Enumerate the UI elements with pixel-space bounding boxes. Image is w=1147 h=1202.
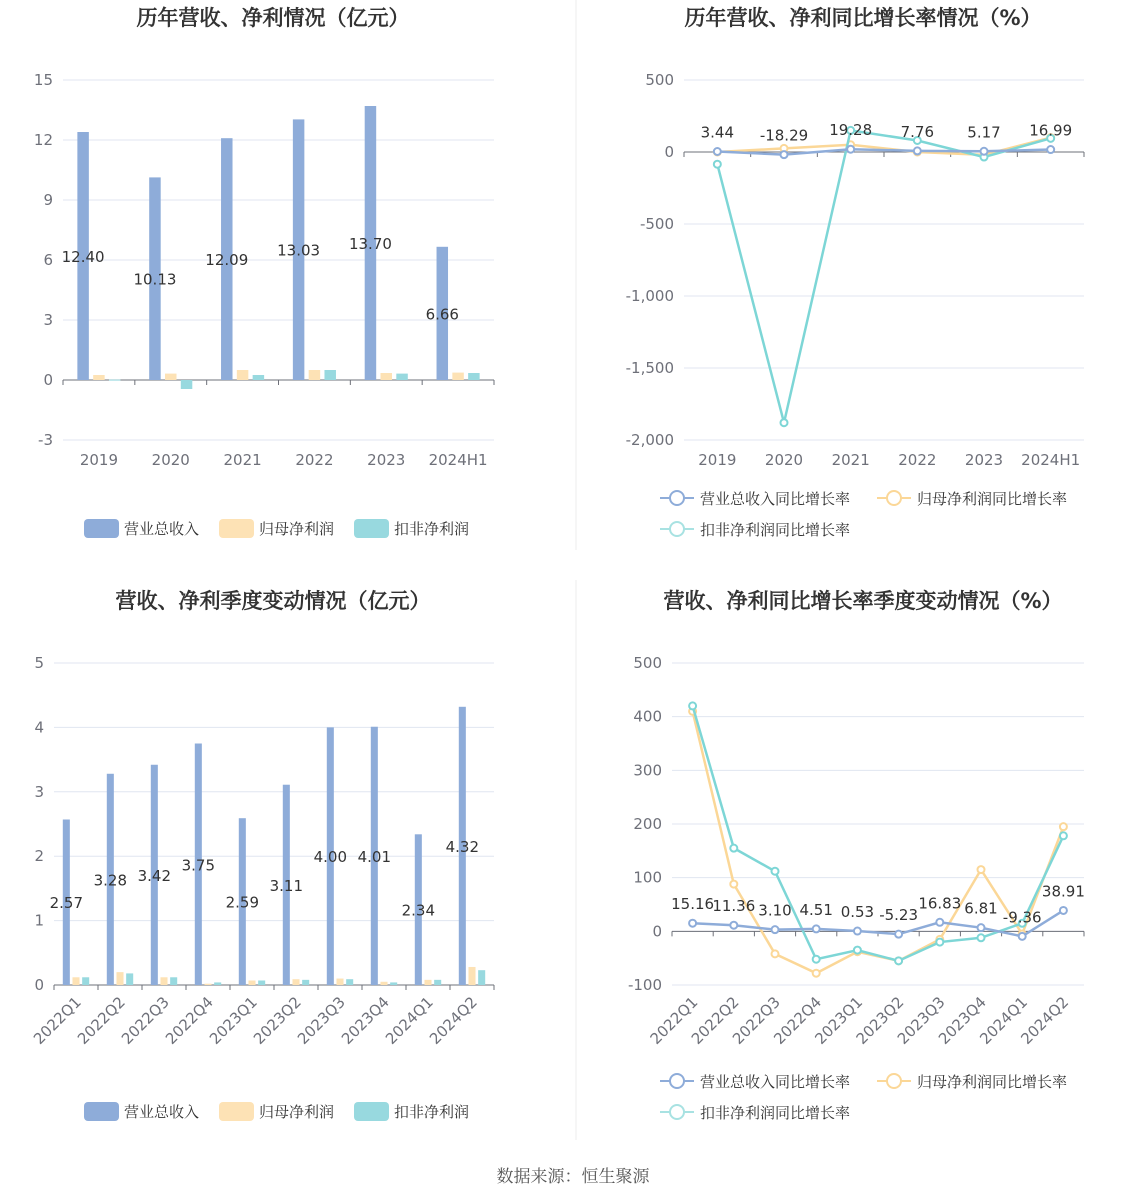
line-revenue-growth-point[interactable] [978,924,985,931]
legend-swatch-net-profit[interactable] [219,519,254,538]
x-tick-label: 2022Q1 [30,993,85,1048]
bar-value-label: 3.28 [93,871,128,890]
y-tick-label: -3 [38,431,53,449]
bar-deducted-profit[interactable] [181,380,192,389]
legend-swatch-revenue[interactable] [84,1102,119,1121]
line-revenue-growth-point[interactable] [730,922,737,929]
legend-swatch-deducted-profit[interactable] [354,1102,389,1121]
y-tick-label: 0 [664,143,674,161]
y-tick-label: -1,000 [625,287,674,305]
x-tick-label: 2020 [764,451,804,469]
bar-deducted-profit[interactable] [170,977,177,985]
x-tick-label: 2022Q2 [687,993,743,1048]
line-deducted-growth-point[interactable] [895,957,902,964]
legend-marker-net-growth[interactable] [887,491,901,505]
y-tick-label: 3 [43,311,53,329]
y-tick-label: 500 [645,71,674,89]
y-tick-label: -500 [639,215,674,233]
x-tick-label: 2023Q3 [294,993,349,1048]
chart-annual-revenue-profit [34,6,494,538]
point-value-label: -5.23 [879,906,919,925]
line-revenue-growth-point[interactable] [813,925,820,932]
bar-value-label: 4.00 [313,848,348,867]
line-deducted-growth[interactable] [717,130,1050,422]
point-value-label: 6.81 [964,899,998,918]
bar-value-label: 13.03 [277,241,321,260]
bar-net-profit[interactable] [116,972,123,985]
bar-deducted-profit[interactable] [258,980,265,985]
x-tick-label: 2023Q4 [338,993,393,1048]
chart-title: 历年营收、净利同比增长率情况（%） [684,6,1042,30]
x-tick-label: 2023Q2 [852,993,908,1048]
x-tick-label: 2019 [79,451,119,469]
chart-title: 营收、净利同比增长率季度变动情况（%） [663,589,1063,613]
legend-marker-deducted-growth[interactable] [670,522,684,536]
x-tick-label: 2021 [831,451,870,469]
point-value-label: 5.17 [967,123,1001,142]
line-net-growth-point[interactable] [730,881,737,888]
line-deducted-growth-point[interactable] [689,702,696,709]
point-value-label: 15.16 [671,895,715,914]
legend-label-net-profit[interactable]: 归母净利润 [259,520,335,538]
y-tick-label: 1 [34,911,44,930]
y-tick-label: 0 [34,976,44,994]
line-revenue-growth-point[interactable] [781,151,788,158]
legend-marker-revenue-growth[interactable] [670,1074,684,1088]
bar-deducted-profit[interactable] [126,973,133,985]
bar-net-profit[interactable] [93,375,104,380]
bar-value-label: 2.34 [401,901,436,920]
y-tick-label: 4 [34,718,44,737]
y-tick-label: 300 [633,761,662,780]
line-deducted-growth-point[interactable] [714,161,721,168]
bar-net-profit[interactable] [160,977,167,985]
point-value-label: 11.36 [712,897,756,916]
chart-title: 营收、净利季度变动情况（亿元） [115,589,431,613]
legend-label-net-growth[interactable]: 归母净利润同比增长率 [917,490,1068,508]
point-value-label: 7.76 [900,122,935,141]
x-tick-label: 2023Q1 [811,993,867,1048]
y-tick-label: 9 [43,191,53,209]
line-revenue-growth-point[interactable] [847,146,854,153]
bar-net-profit[interactable] [452,373,463,380]
line-deducted-growth-point[interactable] [978,934,985,941]
chart-title: 历年营收、净利情况（亿元） [136,6,410,30]
x-tick-label: 2022Q3 [729,993,784,1048]
legend-label-revenue[interactable]: 营业总收入 [124,520,200,538]
bar-value-label: 3.42 [137,866,172,885]
line-revenue-growth-point[interactable] [854,928,861,935]
chart-annual-growth-rate [626,6,1084,539]
y-tick-label: 500 [633,654,662,672]
bar-net-profit[interactable] [248,980,255,985]
bar-net-profit[interactable] [309,370,320,380]
x-tick-label: 2022 [898,451,937,469]
bar-value-label: 3.75 [181,856,216,875]
point-value-label: 19.28 [829,121,873,140]
legend-label-revenue[interactable]: 营业总收入 [124,1103,200,1121]
x-tick-label: 2023 [367,451,406,469]
x-tick-label: 2022Q2 [74,993,129,1048]
line-net-growth-point[interactable] [813,970,820,977]
x-tick-label: 2024Q1 [976,993,1032,1048]
bar-value-label: 4.32 [445,837,480,856]
x-tick-label: 2022Q3 [118,993,173,1048]
point-value-label: 16.99 [1029,121,1073,140]
data-source-note: 数据来源：恒生聚源 [496,1167,650,1187]
bar-net-profit[interactable] [204,984,211,985]
line-revenue-growth-point[interactable] [714,148,721,155]
y-tick-label: -1,500 [625,359,674,377]
y-tick-label: 0 [652,922,662,941]
legend-label-deducted-growth[interactable]: 扣非净利润同比增长率 [700,521,851,539]
point-value-label: -9.36 [1002,908,1042,927]
legend-label-deducted-profit[interactable]: 扣非净利润 [394,520,470,538]
bar-value-label: 2.57 [49,894,84,913]
legend [84,1102,469,1121]
legend [84,519,469,538]
bar-deducted-profit[interactable] [214,982,221,985]
bar-deducted-profit[interactable] [82,977,89,985]
y-tick-label: 400 [633,707,662,726]
line-deducted-growth-point[interactable] [1060,832,1067,839]
bar-deducted-profit[interactable] [109,380,120,381]
point-value-label: 4.51 [799,900,833,919]
legend-swatch-deducted-profit[interactable] [354,519,389,538]
line-revenue-growth-point[interactable] [914,147,921,154]
x-tick-label: 2019 [698,451,737,469]
bar-deducted-profit[interactable] [302,980,309,985]
line-deducted-growth-point[interactable] [813,956,820,963]
x-tick-label: 2022 [295,451,334,469]
x-tick-label: 2023 [964,451,1004,469]
bar-value-label: 13.70 [348,235,392,253]
bar-deducted-profit[interactable] [346,979,353,985]
bar-net-profit[interactable] [165,374,176,380]
line-net-growth-point[interactable] [1060,823,1067,830]
x-tick-label: 2024H1 [1021,451,1081,469]
x-tick-label: 2023Q1 [206,993,261,1048]
y-tick-label: 2 [34,847,44,866]
y-tick-label: 6 [43,251,53,269]
y-tick-label: 100 [633,868,662,887]
y-tick-label: -100 [627,976,662,994]
bar-net-profit[interactable] [292,979,299,985]
bar-net-profit[interactable] [381,373,392,380]
line-revenue-growth-point[interactable] [689,920,696,927]
x-tick-label: 2024Q2 [426,993,481,1048]
line-deducted-growth-point[interactable] [772,868,779,875]
x-tick-label: 2023Q4 [935,993,990,1048]
bar-deducted-profit[interactable] [434,980,441,985]
legend-label-revenue-growth[interactable]: 营业总收入同比增长率 [700,1073,851,1091]
chart-quarterly-revenue-profit [30,589,494,1121]
x-tick-label: 2022Q1 [646,993,702,1048]
x-tick-label: 2022Q4 [162,993,217,1048]
bar-deducted-profit[interactable] [478,970,485,985]
y-tick-label: 12 [33,131,53,149]
line-revenue-growth-point[interactable] [1019,933,1026,940]
x-tick-label: 2023Q3 [893,993,949,1048]
line-deducted-growth-point[interactable] [781,419,788,426]
bar-deducted-profit[interactable] [253,375,264,380]
bar-value-label: 2.59 [225,893,260,912]
chart-quarterly-growth-rate [628,589,1085,1122]
bar-deducted-profit[interactable] [396,374,407,380]
bar-value-label: 12.09 [205,251,249,270]
y-tick-label: 200 [633,815,662,833]
bar-value-label: 3.11 [269,876,304,895]
line-net-growth-point[interactable] [978,866,985,873]
y-tick-label: 3 [34,782,44,801]
point-value-label: 3.44 [700,123,735,142]
bar-value-label: 12.40 [61,248,105,266]
x-tick-label: 2024Q1 [382,993,437,1048]
line-revenue-growth-point[interactable] [1060,907,1067,914]
x-tick-label: 2021 [223,451,262,469]
bar-deducted-profit[interactable] [390,982,397,985]
legend-marker-revenue-growth[interactable] [670,491,684,505]
point-value-label: 16.83 [918,894,962,913]
y-tick-label: 0 [43,371,53,389]
legend-label-deducted-profit[interactable]: 扣非净利润 [394,1103,470,1121]
x-tick-label: 2024Q2 [1017,993,1073,1048]
bar-deducted-profit[interactable] [468,373,479,380]
bar-net-profit[interactable] [468,967,475,985]
point-value-label: 0.53 [840,903,875,922]
legend-swatch-net-profit[interactable] [219,1102,254,1121]
bar-value-label: 10.13 [133,270,177,289]
bar-net-profit[interactable] [72,977,79,985]
y-tick-label: 5 [34,654,44,672]
point-value-label: 3.10 [758,901,792,920]
line-revenue-growth-point[interactable] [981,148,988,155]
legend-marker-net-growth[interactable] [887,1074,901,1088]
x-tick-label: 2022Q4 [770,993,826,1048]
bar-net-profit[interactable] [237,370,248,380]
bar-net-profit[interactable] [336,979,343,985]
x-tick-label: 2023Q2 [250,993,305,1048]
line-deducted-growth-point[interactable] [936,939,943,946]
line-revenue-growth-point[interactable] [895,931,902,938]
bar-net-profit[interactable] [424,980,431,985]
y-tick-label: 15 [33,71,53,89]
legend [660,490,1067,539]
line-deducted-growth-point[interactable] [730,845,737,852]
line-deducted-growth-point[interactable] [854,947,861,954]
legend-marker-deducted-growth[interactable] [670,1105,684,1119]
x-tick-label: 2024H1 [428,451,488,469]
bar-deducted-profit[interactable] [324,370,335,380]
legend-label-net-profit[interactable]: 归母净利润 [259,1103,335,1121]
y-tick-label: -2,000 [625,431,674,449]
legend-swatch-revenue[interactable] [84,519,119,538]
legend-label-revenue-growth[interactable]: 营业总收入同比增长率 [700,490,851,508]
line-revenue-growth-point[interactable] [936,919,943,926]
line-net-growth-point[interactable] [772,950,779,957]
bar-value-label: 6.66 [425,305,459,324]
legend [660,1073,1067,1122]
line-revenue-growth-point[interactable] [772,926,779,933]
legend-label-deducted-growth[interactable]: 扣非净利润同比增长率 [700,1104,851,1122]
bar-value-label: 4.01 [357,847,392,866]
point-value-label: 38.91 [1041,882,1085,901]
bar-net-profit[interactable] [380,982,387,985]
point-value-label: -18.29 [759,126,809,145]
legend-label-net-growth[interactable]: 归母净利润同比增长率 [917,1073,1068,1091]
line-revenue-growth-point[interactable] [1047,146,1054,153]
x-tick-label: 2020 [151,451,190,469]
